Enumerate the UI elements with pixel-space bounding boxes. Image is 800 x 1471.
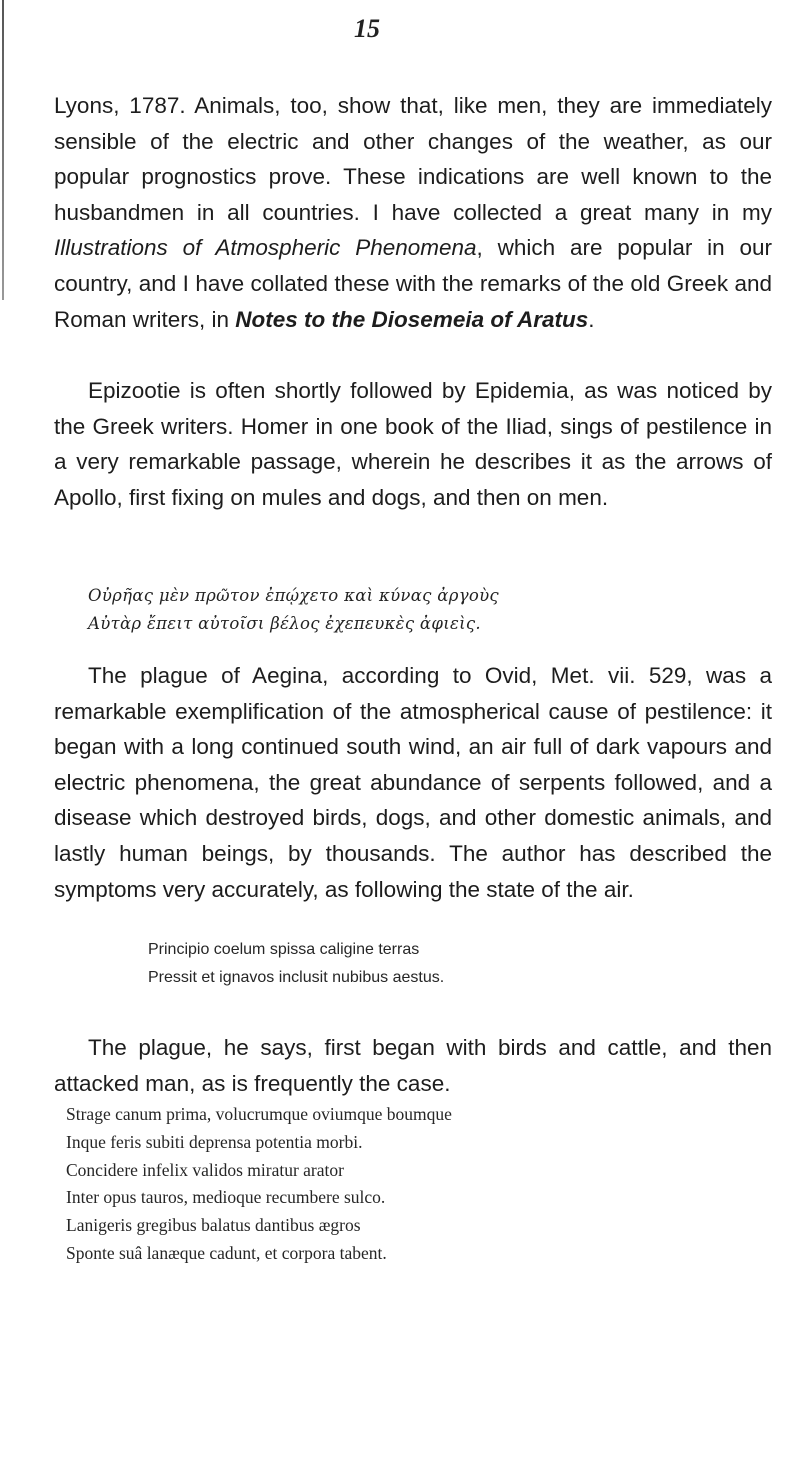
latin-2-line-3: Concidere infelix validos miratur arator [66,1159,344,1180]
paragraph-4-text: The plague, he says, first began with birds and cattle, and then attacked man, as is frequently the case. [54,1035,772,1096]
paragraph-4 [54,1030,772,1101]
paragraph-1-text-a: Lyons, 1787. Animals, too, show that, like men, they are immediately sensible of the electric and other changes of the weather, as our popular prognostics prove. These indications are well known to the husbandmen in all countries. I have collected a great many in my [54,93,772,225]
latin-2-line-5: Lanigeris gregibus balatus dantibus ægros [66,1215,361,1236]
title-notes-diosemeia: Notes to the Diosemeia of Aratus [235,306,589,332]
paragraph-3-text: The plague of Aegina, according to Ovid, Met. vii. 529, was a remarkable exemplification of the atmospherical cause of pestilence: it began with a long continued south wind, an air full of dark vapours and electric phenomena, the great abundance of serpents followed, and a disease which destroyed birds, dogs, and other domestic animals, and lastly human beings, by thousands. The author has described the symptoms very accurately, as following the state of the air. [54,663,772,902]
page-edge-shadow [2,0,4,300]
latin-2-line-4: Inter opus tauros, medioque recumbere sulco. [66,1187,386,1208]
title-illustrations: Illustrations of Atmospheric Phenomena [54,235,477,261]
latin-quotation-1 [148,936,444,992]
latin-1-line-2: Pressit et ignavos inclusit nubibus aestus. [148,969,445,986]
latin-1-line-1: Principio coelum spissa caligine terras [148,941,420,958]
latin-2-line-6: Sponte suâ lanæque cadunt, et corpora tabent. [66,1242,387,1263]
page-number: 15 [354,14,380,43]
latin-quotation-2 [66,1101,452,1268]
paragraph-1 [54,88,772,337]
paragraph-1-text-b: , which are popular in our country, and I have collated these with the remarks of the old Greek and Roman writers, in [54,235,772,332]
latin-2-line-2: Inque feris subiti deprensa potentia morbi. [66,1131,363,1152]
paragraph-1-text-c: . [588,306,595,332]
paragraph-2-text: Epizootie is often shortly followed by Epidemia, as was noticed by the Greek writers. Homer in one book of the Iliad, sings of pestilence in a very remarkable passage, wherein he describes it as the arrows of Apollo, first fixing on mules and dogs, and then on men. [54,378,772,510]
greek-line-1: Οὐρῆας μὲν πρῶτον ἐπῴχετο καὶ κύνας ἀργοὺς [88,586,499,605]
greek-line-2: Αὐτὰρ ἔπειτ αὐτοῖσι βέλος ἐχεπευκὲς ἀφιεὶς. [88,614,481,633]
paragraph-3 [54,658,772,907]
latin-2-line-1: Strage canum prima, volucrumque oviumque boumque [66,1104,452,1124]
greek-quotation [88,582,499,638]
paragraph-2 [54,373,772,515]
